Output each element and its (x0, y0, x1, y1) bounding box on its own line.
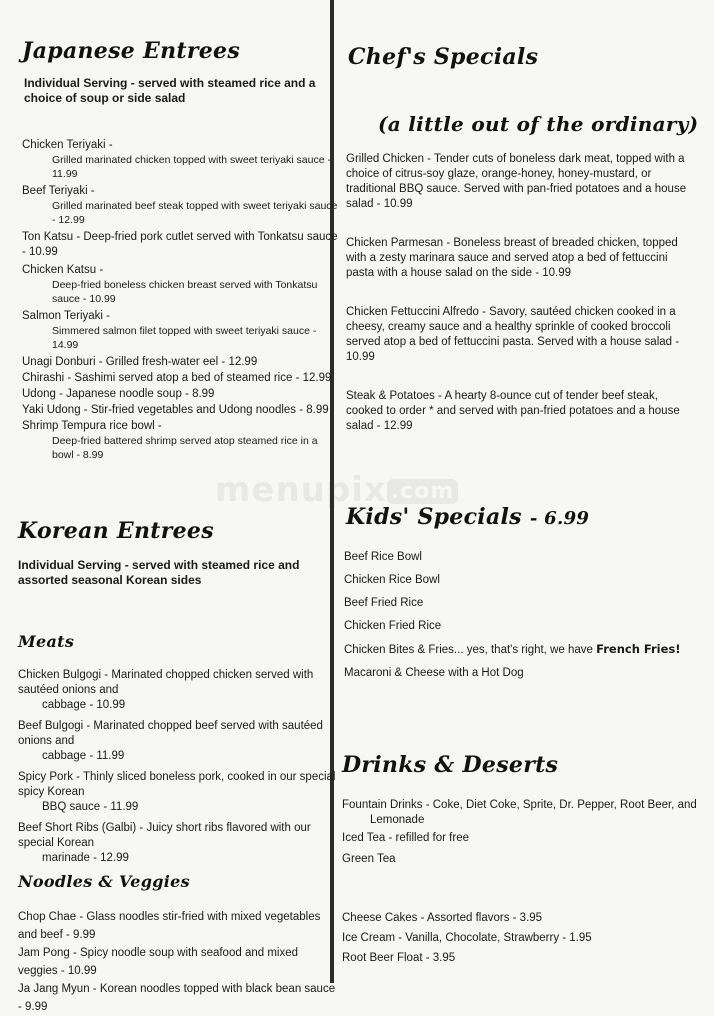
drinks-list (342, 798, 698, 867)
menu-item: Grilled Chicken - Tender cuts of boneless dark meat, topped with a choice of citrus-soy glaze, orange-honey, honey-mustard, or traditional BBQ sauce. Served with pan-fried potatoes and a house salad - 10.99 (346, 153, 687, 210)
menu-item: Beef Teriyaki - Grilled marinated beef steak topped with sweet teriyaki sauce - 12.99 (22, 185, 338, 226)
menu-item: Unagi Donburi - Grilled fresh-water eel - 12.99 (22, 356, 258, 368)
menu-item: Chicken Bulgogi - Marinated chopped chicken served with sautéed onions and cabbage - 10.99 (18, 669, 314, 711)
menu-item: Chicken Katsu - Deep-fried boneless chicken breast served with Tonkatsu sauce - 10.99 (22, 264, 318, 305)
menu-item: Chicken Parmesan - Boneless breast of breaded chicken, topped with a zesty marinara sauce and served atop a bed of fettuccini pasta with a house salad on the side - 10.99 (346, 237, 678, 279)
korean-intro: Individual Serving - served with steamed rice and assorted seasonal Korean sides (18, 558, 300, 587)
desserts-list (342, 908, 698, 968)
drinks-deserts-heading: Drinks & Deserts (342, 752, 559, 778)
noodles-list (18, 908, 336, 1016)
menu-item: Chicken Fried Rice (344, 620, 442, 632)
menu-item: Jam Pong - Spicy noodle soup with seafood and mixed veggies - 10.99 (18, 947, 298, 977)
menu-item: Chirashi - Sashimi served atop a bed of steamed rice - 12.99 (22, 372, 332, 384)
chefs-specials-subtitle: (a little out of the ordinary) (378, 112, 699, 136)
menu-item: Chicken Rice Bowl (344, 574, 440, 586)
menu-item: Chicken Bites & Fries... yes, that's right, we have French Fries! (344, 642, 681, 656)
menu-item: Ice Cream - Vanilla, Chocolate, Strawberry - 1.95 (342, 932, 592, 944)
french-fries-highlight: French Fries! (596, 642, 681, 656)
noodles-veggies-heading: Noodles & Veggies (18, 872, 190, 891)
kids-specials-list (344, 546, 696, 685)
menu-item: Iced Tea - refilled for free (342, 832, 469, 844)
japanese-entrees-heading: Japanese Entrees (22, 38, 241, 64)
menu-item: Udong - Japanese noodle soup - 8.99 (22, 388, 215, 400)
menu-item: Chicken Fettuccini Alfredo - Savory, sautéed chicken cooked in a cheesy, creamy sauce and a healthy sprinkle of cooked broccoli served atop a bed of fettuccini pasta. Served with a house salad - 10.99 (346, 306, 680, 363)
menu-item: Chop Chae - Glass noodles stir-fried with mixed vegetables and beef - 9.99 (18, 911, 321, 941)
menu-item: Beef Bulgogi - Marinated chopped beef served with sautéed onions and cabbage - 11.99 (18, 720, 323, 762)
menu-item: Steak & Potatoes - A hearty 8-ounce cut of tender beef steak, cooked to order * and served with pan-fried potatoes and a house salad - 12.99 (346, 390, 680, 432)
menu-item: Ton Katsu - Deep-fried pork cutlet served with Tonkatsu sauce - 10.99 (22, 231, 338, 258)
kids-specials-title: Kids' Specials (346, 504, 522, 530)
menu-item: Shrimp Tempura rice bowl - Deep-fried battered shrimp served atop steamed rice in a bowl - 8.99 (22, 420, 318, 461)
menu-item: Chicken Teriyaki - Grilled marinated chicken topped with sweet teriyaki sauce - 11.99 (22, 139, 331, 180)
chefs-specials-list (346, 152, 698, 434)
menu-item: Yaki Udong - Stir-fried vegetables and Udong noodles - 8.99 (22, 404, 329, 416)
kids-specials-heading (346, 504, 589, 530)
japanese-items-list (22, 138, 340, 462)
menu-item: Salmon Teriyaki - Simmered salmon filet topped with sweet teriyaki sauce - 14.99 (22, 310, 317, 351)
menu-item: Beef Fried Rice (344, 597, 424, 609)
japanese-intro: Individual Serving - served with steamed rice and a choice of soup or side salad (24, 76, 316, 105)
menu-item: Cheese Cakes - Assorted flavors - 3.95 (342, 912, 543, 924)
meats-heading: Meats (18, 632, 75, 651)
menu-item: Root Beer Float - 3.95 (342, 952, 456, 964)
menu-item: Macaroni & Cheese with a Hot Dog (344, 667, 524, 679)
meats-list (18, 668, 336, 866)
korean-entrees-heading: Korean Entrees (18, 518, 214, 544)
watermark-logo: menupix .com (215, 470, 458, 510)
menu-item: Beef Short Ribs (Galbi) - Juicy short ribs flavored with our special Korean marinade - 12.99 (18, 822, 311, 864)
menu-item: Ja Jang Myun - Korean noodles topped with black bean sauce - 9.99 (18, 983, 336, 1013)
kids-specials-price: - 6.99 (529, 508, 590, 529)
menu-item: Spicy Pork - Thinly sliced boneless pork, cooked in our special spicy Korean BBQ sauce - 11.99 (18, 771, 336, 813)
chefs-specials-heading: Chef's Specials (348, 44, 539, 70)
menu-item: Fountain Drinks - Coke, Diet Coke, Sprite, Dr. Pepper, Root Beer, and Lemonade (342, 799, 697, 826)
menu-item: Beef Rice Bowl (344, 551, 422, 563)
menu-item: Green Tea (342, 853, 396, 865)
